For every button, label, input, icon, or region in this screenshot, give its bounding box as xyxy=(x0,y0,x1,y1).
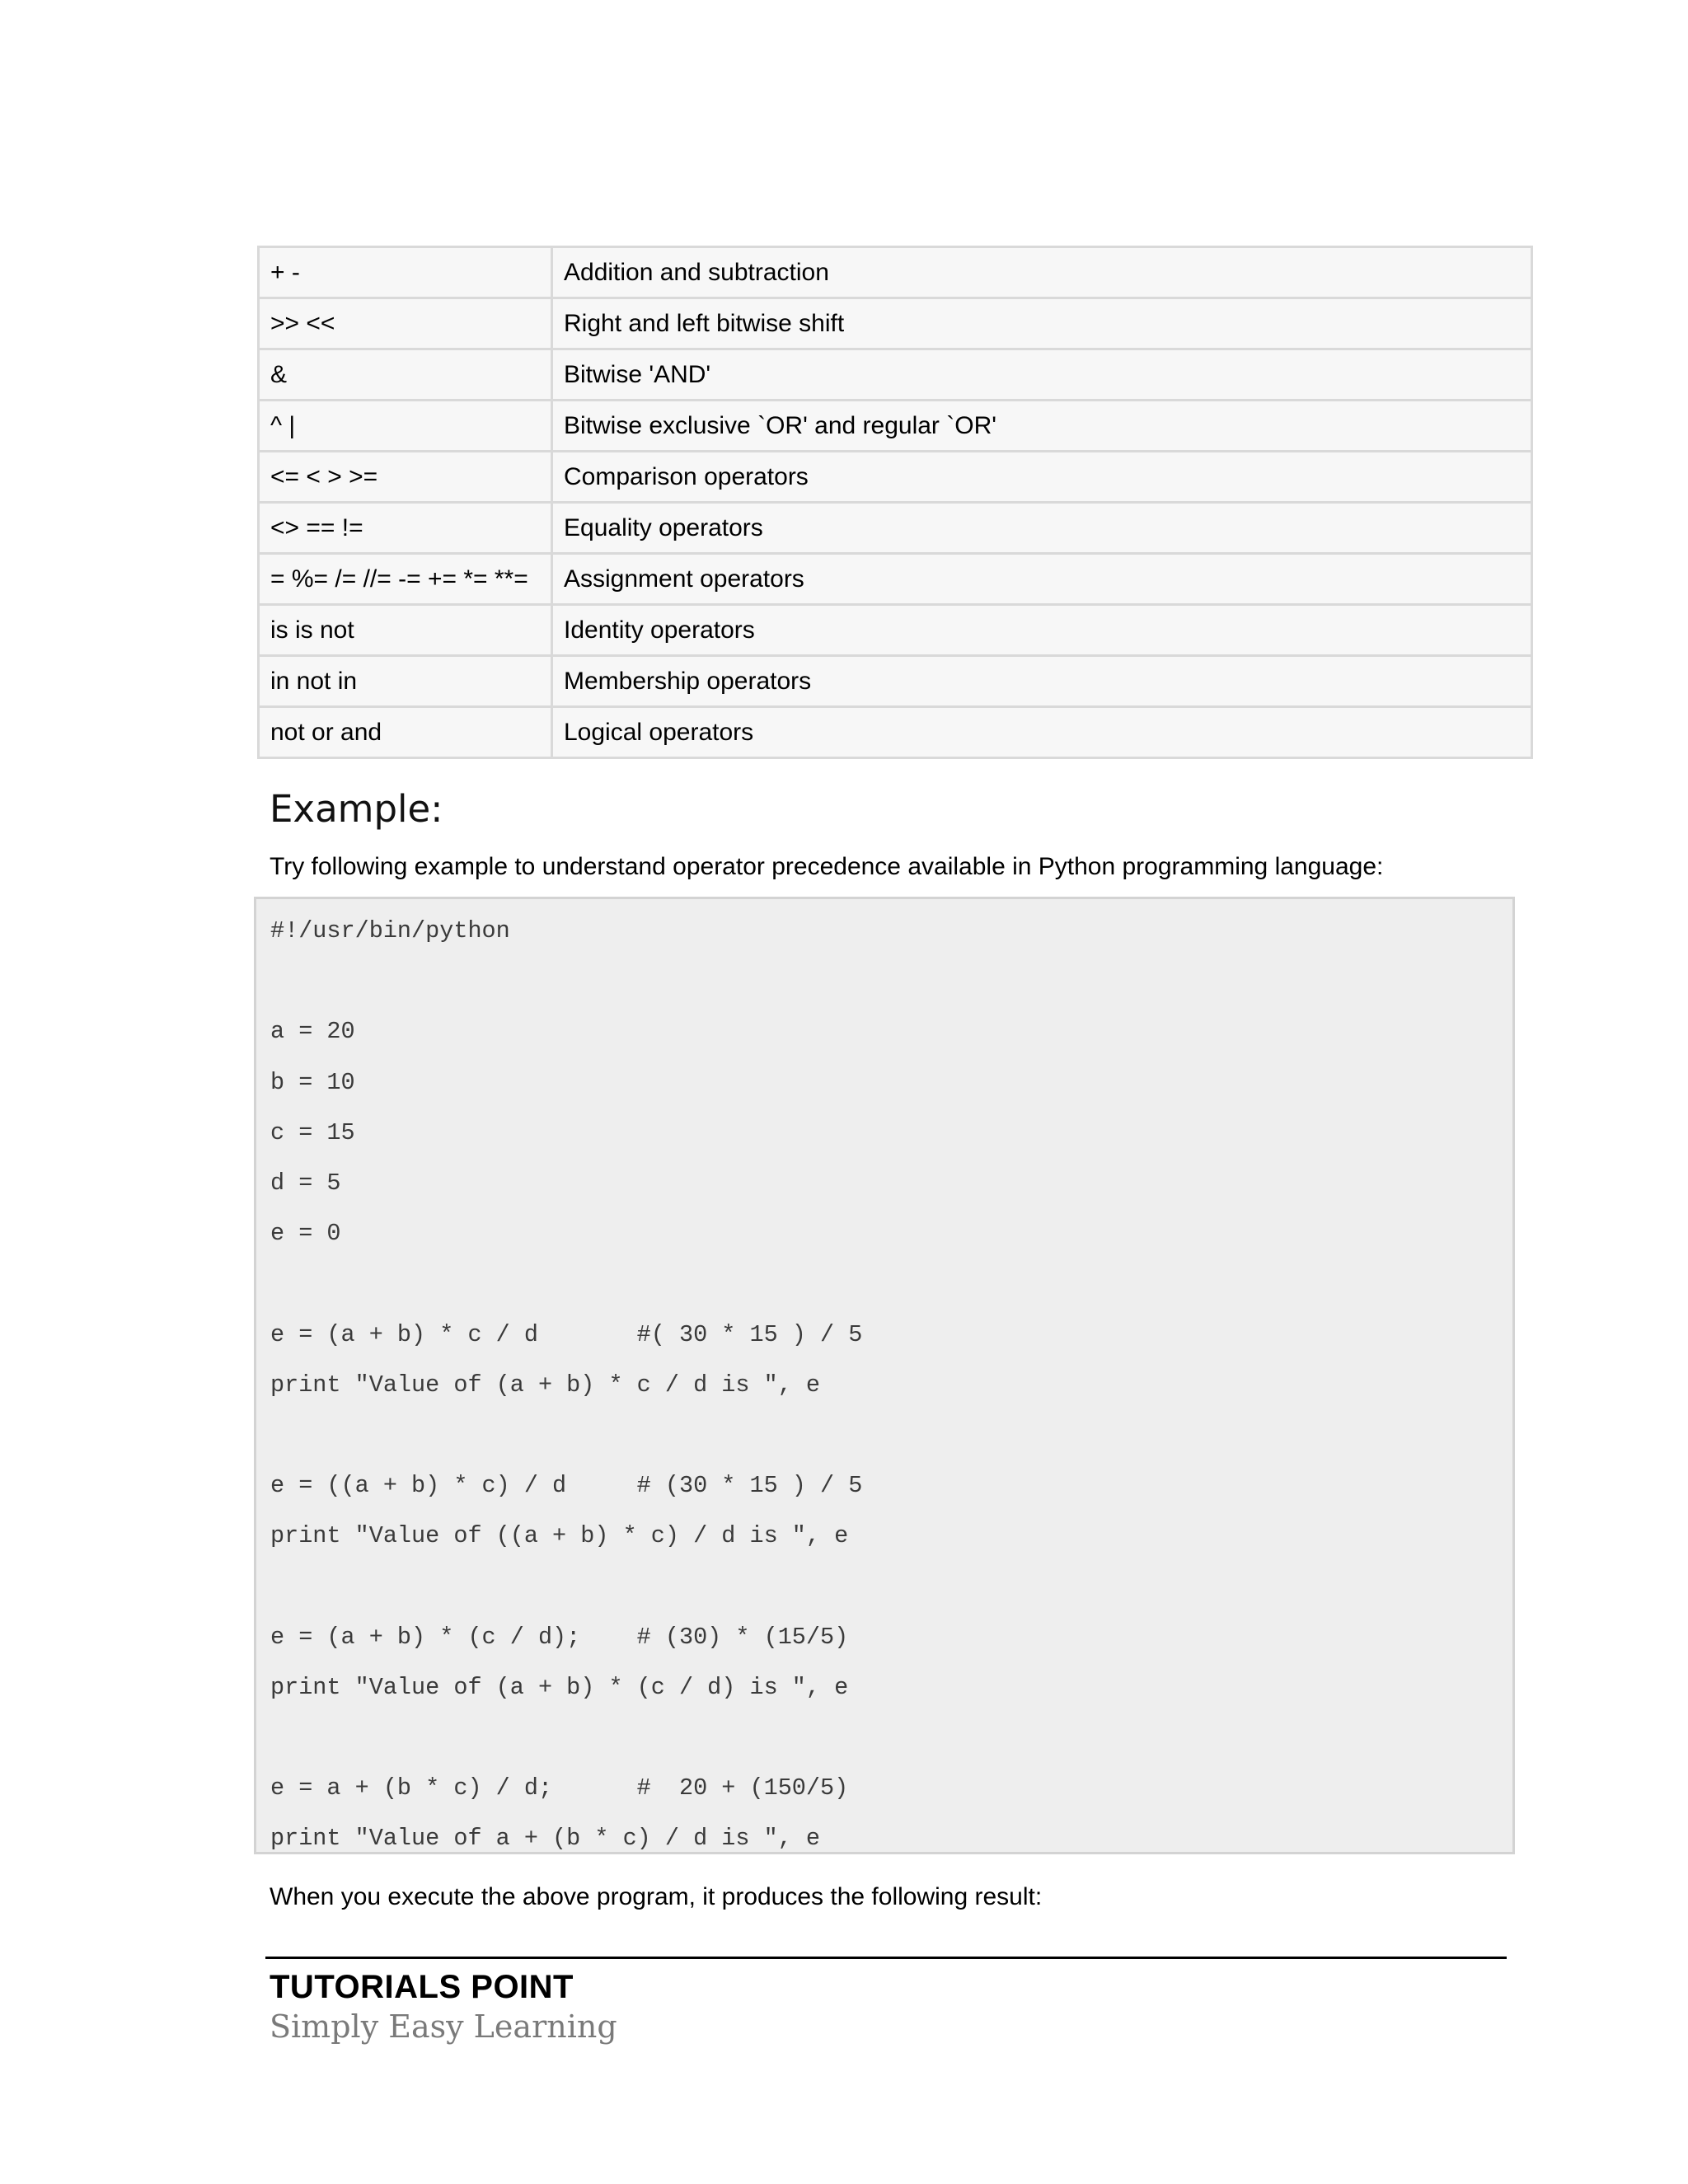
code-line: print "Value of a + (b * c) / d is ", e xyxy=(270,1825,821,1853)
operator-cell: not or and xyxy=(259,707,552,758)
description-cell: Membership operators xyxy=(552,656,1532,707)
footer-divider xyxy=(265,1957,1507,1959)
code-line xyxy=(270,1410,862,1460)
table-row xyxy=(259,707,1532,758)
example-intro: Try following example to understand operator precedence available in Python programming language: xyxy=(270,853,1384,880)
result-intro-text: When you execute the above program, it produces the following result: xyxy=(270,1883,1043,1910)
table-row xyxy=(259,298,1532,349)
description-cell: Bitwise exclusive `OR' and regular `OR' xyxy=(552,401,1532,452)
table-row xyxy=(259,656,1532,707)
code-line: c = 15 xyxy=(270,1118,355,1146)
operator-cell: is is not xyxy=(259,605,552,656)
code-listing xyxy=(270,906,862,1864)
code-line xyxy=(270,1713,862,1763)
description-cell: Equality operators xyxy=(552,503,1532,554)
description-cell: Right and left bitwise shift xyxy=(552,298,1532,349)
operator-cell: <= < > >= xyxy=(259,452,552,503)
code-line: b = 10 xyxy=(270,1068,355,1096)
code-line: e = (a + b) * c / d #( 30 * 15 ) / 5 xyxy=(270,1320,863,1348)
code-line: print "Value of ((a + b) * c) / d is ", e xyxy=(270,1522,849,1550)
table-row xyxy=(259,401,1532,452)
operator-cell: = %= /= //= -= += *= **= xyxy=(259,554,552,605)
table-row xyxy=(259,605,1532,656)
code-line: e = a + (b * c) / d; # 20 + (150/5) xyxy=(270,1774,849,1802)
code-line: print "Value of (a + b) * (c / d) is ", e xyxy=(270,1673,849,1701)
description-cell: Assignment operators xyxy=(552,554,1532,605)
code-line xyxy=(270,956,862,1006)
table-row xyxy=(259,554,1532,605)
operator-cell: & xyxy=(259,349,552,401)
code-line xyxy=(270,1561,862,1611)
description-cell: Identity operators xyxy=(552,605,1532,656)
example-heading: Example: xyxy=(270,787,443,831)
precedence-table-body xyxy=(259,247,1532,758)
operator-cell: + - xyxy=(259,247,552,298)
operator-cell: ^ | xyxy=(259,401,552,452)
code-line xyxy=(270,1258,862,1309)
code-line: print "Value of (a + b) * c / d is ", e xyxy=(270,1371,821,1399)
operator-precedence-table xyxy=(257,246,1533,759)
code-line: a = 20 xyxy=(270,1018,355,1046)
code-line: d = 5 xyxy=(270,1169,341,1197)
code-block xyxy=(254,897,1515,1854)
code-line: e = (a + b) * (c / d); # (30) * (15/5) xyxy=(270,1623,849,1651)
footer-brand: TUTORIALS POINT xyxy=(270,1969,574,2005)
table-row xyxy=(259,452,1532,503)
description-cell: Bitwise 'AND' xyxy=(552,349,1532,401)
description-cell: Comparison operators xyxy=(552,452,1532,503)
operator-cell: <> == != xyxy=(259,503,552,554)
operator-cell: in not in xyxy=(259,656,552,707)
code-line: e = 0 xyxy=(270,1220,341,1248)
footer-tagline: Simply Easy Learning xyxy=(270,2008,617,2045)
code-line: #!/usr/bin/python xyxy=(270,917,510,944)
table-row xyxy=(259,503,1532,554)
table-row xyxy=(259,349,1532,401)
description-cell: Addition and subtraction xyxy=(552,247,1532,298)
code-line: e = ((a + b) * c) / d # (30 * 15 ) / 5 xyxy=(270,1472,863,1500)
table-row xyxy=(259,247,1532,298)
operator-cell: >> << xyxy=(259,298,552,349)
description-cell: Logical operators xyxy=(552,707,1532,758)
